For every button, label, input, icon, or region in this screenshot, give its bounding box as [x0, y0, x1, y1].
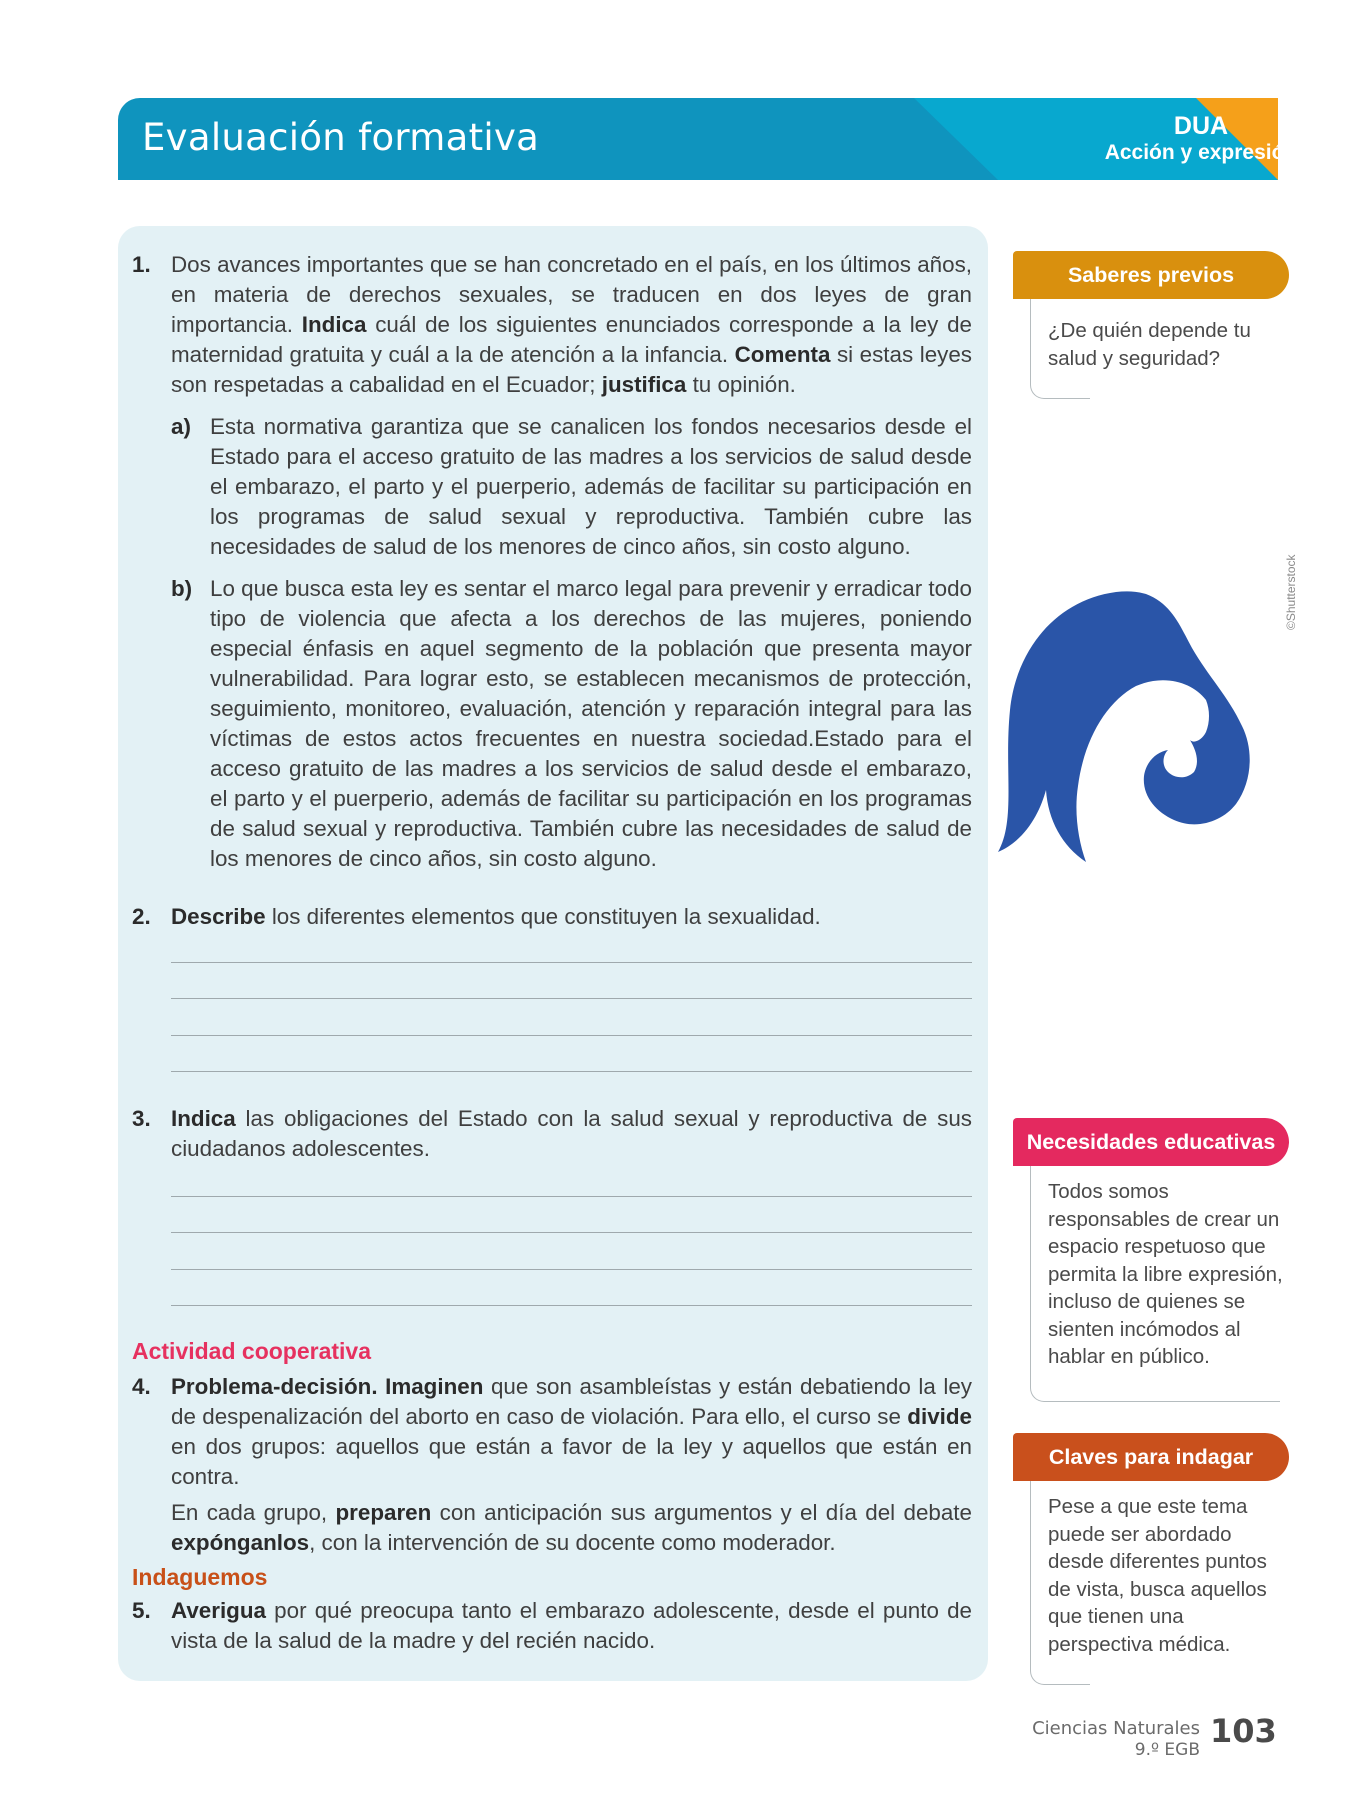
answer-line[interactable] — [171, 999, 972, 1036]
claves-para-indagar-text: Pese a que este tema puede ser abordado desde diferentes puntos de vista, busca aquellos que tienen una perspectiva médica. — [1048, 1495, 1267, 1656]
answer-line[interactable] — [171, 1036, 972, 1073]
q3-text: las obligaciones del Estado con la salud sexual y reproductiva de sus ciudadanos adolescentes. — [171, 1106, 972, 1161]
necesidades-educativas-text: Todos somos responsables de crear un espacio respetuoso que permita la libre expresión, incluso de quienes se sienten incómodos al hablar en público. — [1048, 1180, 1283, 1368]
q1-option-a — [171, 412, 972, 562]
image-credit: ©Shutterstock — [1284, 554, 1298, 630]
page-number: 103 — [1210, 1712, 1277, 1750]
box-curve — [1030, 1388, 1280, 1402]
question-3-text — [171, 1104, 972, 1164]
question-number: 4. — [132, 1374, 151, 1399]
q1-intro-text-4: tu opinión. — [692, 372, 796, 397]
question-3 — [132, 1104, 972, 1164]
q1-verb-indica: Indica — [301, 312, 367, 337]
q2-text: los diferentes elementos que constituyen la sexualidad. — [271, 904, 821, 929]
q4-verb-imaginen: Imaginen — [385, 1374, 484, 1399]
header-banner — [118, 98, 1298, 180]
q4-verb-exponganlos: expónganlos — [171, 1530, 310, 1555]
answer-line[interactable] — [171, 1270, 972, 1307]
q5-text: por qué preocupa tanto el embarazo adolescente, desde el punto de vista de la salud de la madre y del recién nacido. — [171, 1598, 972, 1653]
option-a-text: Esta normativa garantiza que se canalicen los fondos necesarios desde el Estado para el acceso gratuito de las madres a los servicios de salud desde el embarazo, el parto y el puerperio, además de facilitar su participación en los programas de salud sexual y reproductiva. También cubre las necesidades de salud de los menores de cinco años, sin costo alguno. — [210, 414, 972, 559]
question-4 — [132, 1372, 972, 1558]
q1-option-b — [171, 574, 972, 874]
inquiry-heading: Indaguemos — [132, 1564, 268, 1590]
saberes-previos-text: ¿De quién depende tu salud y seguridad? — [1048, 319, 1251, 370]
question-4-text — [171, 1372, 972, 1492]
mother-baby-illustration — [996, 590, 1281, 870]
activity-panel — [118, 226, 988, 1681]
q4-text-4: con anticipación sus argumentos y el día del debate — [439, 1500, 972, 1525]
answer-line[interactable] — [171, 1233, 972, 1270]
q2-verb: Describe — [171, 904, 266, 929]
question-number: 1. — [132, 252, 151, 277]
dua-subtitle: Acción y expresión — [1104, 141, 1298, 164]
q3-verb: Indica — [171, 1106, 236, 1131]
q4-text-2: en dos grupos: aquellos que están a favor de la ley y aquellos que están en contra. — [171, 1434, 972, 1489]
necesidades-educativas-header: Necesidades educativas — [1013, 1118, 1289, 1166]
q1-verb-justifica: justifica — [601, 372, 687, 397]
necesidades-educativas-box — [1030, 1166, 1292, 1388]
question-5 — [132, 1596, 972, 1656]
answer-line[interactable] — [171, 926, 972, 963]
dua-title: DUA — [1173, 112, 1229, 140]
q4-verb-divide: divide — [907, 1404, 972, 1429]
answer-lines-q2[interactable] — [171, 926, 972, 1072]
question-number: 3. — [132, 1106, 151, 1131]
question-number: 5. — [132, 1598, 151, 1623]
q1-intro-text-3: si estas leyes son respetadas a cabalidad en el Ecuador; — [171, 342, 972, 397]
option-label: a) — [171, 414, 191, 439]
question-1 — [132, 250, 972, 874]
q4-text-5: , con la intervención de su docente como moderador. — [309, 1530, 836, 1555]
q1-intro-text-2: cuál de los siguientes enunciados corresponde a la ley de maternidad gratuita y cuál a la de atención a la infancia. — [171, 312, 972, 367]
box-curve — [1030, 385, 1090, 399]
answer-lines-q3[interactable] — [171, 1160, 972, 1306]
answer-line[interactable] — [171, 963, 972, 1000]
box-curve — [1030, 1671, 1090, 1685]
q4-lead: Problema-decisión. — [171, 1374, 378, 1399]
page-title: Evaluación formativa — [142, 116, 540, 159]
claves-para-indagar-box — [1030, 1481, 1292, 1671]
question-4-text-b — [171, 1498, 972, 1558]
answer-line[interactable] — [171, 1160, 972, 1197]
saberes-previos-header: Saberes previos — [1013, 251, 1289, 299]
option-label: b) — [171, 576, 193, 601]
option-b-text: Lo que busca esta ley es sentar el marco legal para prevenir y erradicar todo tipo de violencia que afecta a los derechos de las mujeres, poniendo especial énfasis en aquel segmento de la población que presenta mayor vulnerabilidad. Para lograr esto, se establecen mecanismos de protección, seguimiento, monitoreo, evaluación, atención y reparación integral para las víctimas de estos actos frecuentes en nuestra sociedad.Estado para el acceso gratuito de las madres a los servicios de salud desde el embarazo, el parto y el puerperio, además de facilitar su participación en los programas de salud sexual y reproductiva. También cubre las necesidades de salud de los menores de cinco años, sin costo alguno. — [210, 576, 972, 871]
q4-text-1: que son asambleístas y están debatiendo la ley de despenalización del aborto en caso de violación. Para ello, el curso se — [171, 1374, 972, 1429]
q4-text-3: En cada grupo, — [171, 1500, 328, 1525]
cooperative-heading: Actividad cooperativa — [132, 1338, 372, 1364]
question-number: 2. — [132, 904, 151, 929]
question-1-intro — [171, 250, 972, 400]
dua-badge — [1076, 112, 1326, 166]
answer-line[interactable] — [171, 1197, 972, 1234]
q4-verb-preparen: preparen — [335, 1500, 432, 1525]
footer-subject: Ciencias Naturales — [1032, 1718, 1200, 1739]
saberes-previos-box — [1030, 299, 1292, 385]
q1-intro-text: Dos avances importantes que se han concretado en el país, en los últimos años, en materia de derechos sexuales, se traducen en dos leyes de gran importancia. — [171, 252, 972, 337]
question-5-text — [171, 1596, 972, 1656]
q1-verb-comenta: Comenta — [734, 342, 831, 367]
claves-para-indagar-header: Claves para indagar — [1013, 1433, 1289, 1481]
q5-verb: Averigua — [171, 1598, 266, 1623]
footer-grade: 9.º EGB — [1134, 1740, 1200, 1760]
